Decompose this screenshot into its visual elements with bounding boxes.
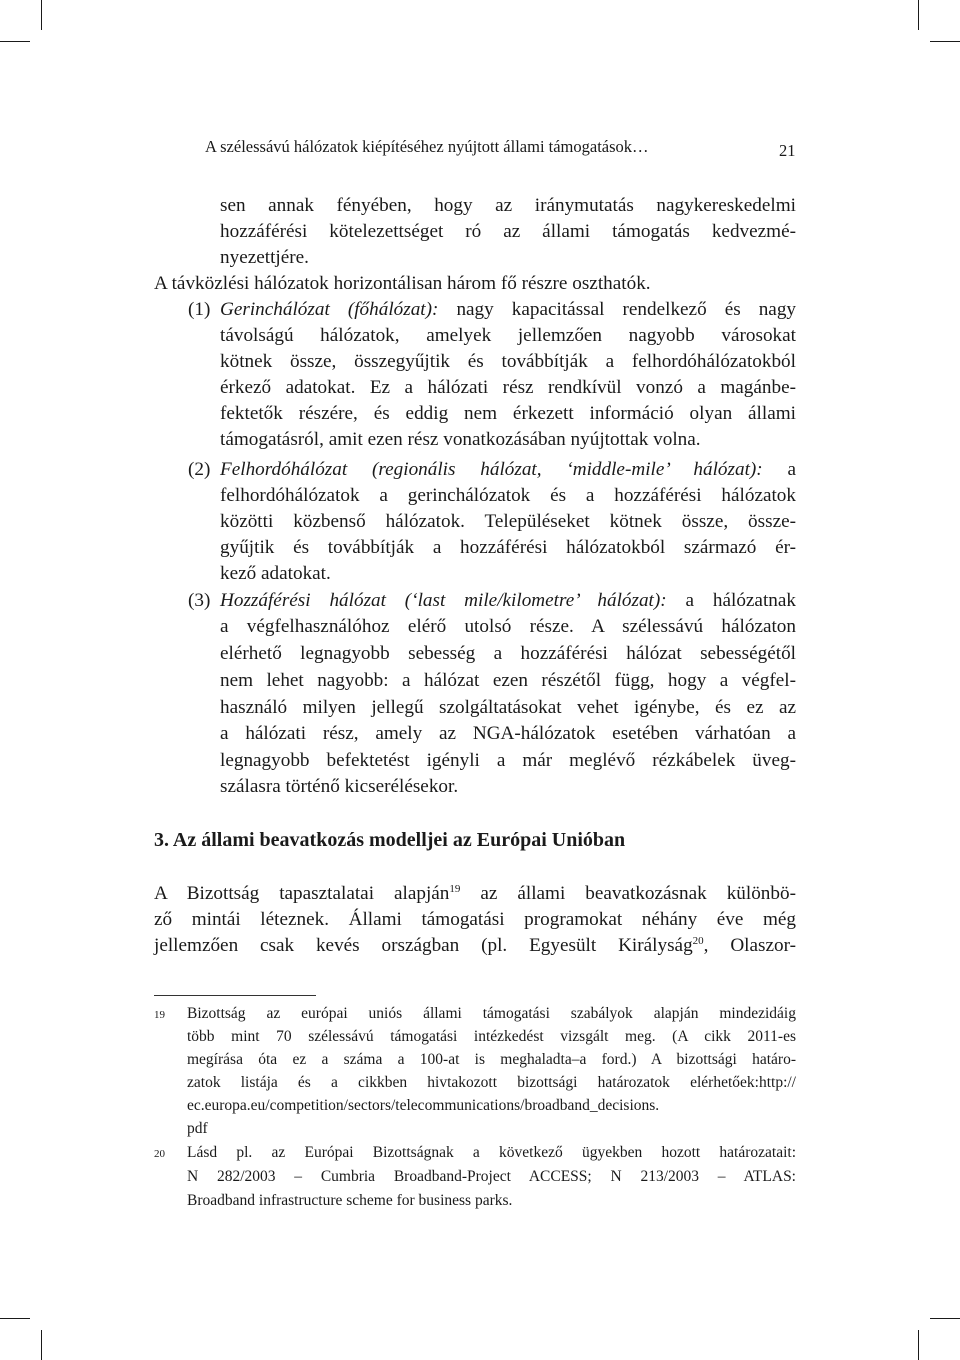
footnote-line: zatok listája és a cikkben hivtakozott bizottsági határozatok elérhetőek:http://	[187, 1074, 796, 1091]
text: jellemzően csak kevés országban (pl. Egyesült Királyság	[154, 935, 693, 956]
term: Hozzáférési hálózat (‘last mile/kilometre’ hálózat):	[220, 590, 667, 611]
text: , Olaszor-	[703, 935, 796, 956]
body-line: sen annak fényében, hogy az iránymutatás nagykereskedelmi	[220, 195, 796, 216]
footnote-line: megírása óta ez a száma a 100-at is meghaladta–a ford.) A bizottsági határo-	[187, 1051, 796, 1068]
body-line: közötti közbenső hálózatok. Településeket kötnek össze, össze-	[220, 511, 796, 532]
footnote-link[interactable]: ec.europa.eu/competition/sectors/telecommunications/broadband_decisions.	[187, 1097, 660, 1114]
crop-mark	[918, 1330, 919, 1360]
body-line: kező adatokat.	[220, 563, 331, 584]
list-number: (3)	[188, 590, 211, 611]
crop-mark	[0, 1318, 30, 1319]
page-number: 21	[779, 141, 796, 160]
body-line: A távközlési hálózatok horizontálisan három fő részre oszthatók.	[154, 273, 651, 294]
section-line	[154, 881, 796, 907]
footnote-line: N 282/2003 – Cumbria Broadband-Project ACCESS; N 213/2003 – ATLAS:	[187, 1168, 796, 1185]
footnote-ref[interactable]: 19	[449, 883, 461, 895]
body-line: nem lehet nagyobb: a hálózat ezen részétől függ, hogy a végfel-	[220, 670, 796, 691]
list-item-first-line	[220, 457, 796, 483]
list-item-first-line	[220, 297, 796, 323]
body-line: szálasra történő kicserélésekor.	[220, 776, 459, 797]
footnote-line: pdf	[187, 1120, 208, 1137]
footnote-number: 19	[154, 1009, 165, 1021]
body-line: támogatásról, amit ezen rész vonatkozásában nyújtottak volna.	[220, 429, 701, 450]
body-line: a végfelhasználóhoz elérő utolsó része. A szélessávú hálózaton	[220, 616, 796, 637]
crop-mark	[930, 1318, 960, 1319]
list-number: (2)	[188, 459, 211, 480]
footnote-line: Broadband infrastructure scheme for business parks.	[187, 1192, 513, 1209]
section-line: ző mintái léteznek. Állami támogatási programokat néhány éve még	[154, 909, 796, 930]
body-line: elérhető legnagyobb sebesség a hozzáférési hálózat sebességétől	[220, 643, 796, 664]
text: a hálózatnak	[666, 590, 796, 611]
text: A Bizottság tapasztalatai alapján	[154, 883, 450, 904]
crop-mark	[918, 0, 919, 30]
footnote-line: Bizottság az európai uniós állami támogatási szabályok alapján mindezidáig	[187, 1005, 796, 1022]
text: a	[762, 459, 796, 480]
list-number: (1)	[188, 299, 211, 320]
section-heading: 3. Az állami beavatkozás modelljei az Európai Unióban	[154, 829, 626, 851]
crop-mark	[0, 41, 30, 42]
footnote-line: több mint 70 szélessávú támogatási intézkedést vizsgált meg. (A cikk 2011-es	[187, 1028, 796, 1045]
footnote-ref[interactable]: 20	[692, 935, 704, 947]
footnote-number: 20	[154, 1148, 165, 1160]
crop-mark	[41, 0, 42, 30]
text: az állami beavatkozásnak különbö-	[460, 883, 796, 904]
body-line: hozzáférési kötelezettséget ró az állami támogatás kedvezmé-	[220, 221, 796, 242]
body-line: a hálózati rész, amely az NGA-hálózatok esetében várhatóan a	[220, 723, 796, 744]
running-title: A szélessávú hálózatok kiépítéséhez nyújtott állami támogatások…	[205, 137, 649, 156]
body-line: nyezettjére.	[220, 247, 309, 268]
body-line: felhordóhálózatok a gerinchálózatok és a hozzáférési hálózatok	[220, 485, 796, 506]
crop-mark	[41, 1330, 42, 1360]
term: Gerinchálózat (főhálózat):	[220, 299, 439, 320]
list-item-first-line	[220, 588, 796, 614]
section-line	[154, 933, 796, 959]
body-line: gyűjtik és továbbítják a hozzáférési hálózatokból származó ér-	[220, 537, 796, 558]
text: nagy kapacitással rendelkező és nagy	[438, 299, 797, 320]
body-line: fektetők részére, és eddig nem érkezett információ olyan állami	[220, 403, 796, 424]
footnote-line: Lásd pl. az Európai Bizottságnak a következő ügyekben hozott határozatait:	[187, 1144, 796, 1161]
body-line: érkező adatokat. Ez a hálózati rész rendkívül vonzó a magánbe-	[220, 377, 796, 398]
body-line: használó milyen jellegű szolgáltatásokat vehet igénybe, és ez az	[220, 697, 796, 718]
body-line: távolságú hálózatok, amelyek jellemzően nagyobb városokat	[220, 325, 796, 346]
crop-mark	[930, 41, 960, 42]
footnote-separator	[154, 995, 316, 996]
term: Felhordóhálózat (regionális hálózat, ‘middle-mile’ hálózat):	[220, 459, 763, 480]
body-line: kötnek össze, összegyűjtik és továbbítják a felhordóhálózatokból	[220, 351, 796, 372]
body-line: legnagyobb befektetést igényli a már meglévő rézkábelek üveg-	[220, 750, 796, 771]
